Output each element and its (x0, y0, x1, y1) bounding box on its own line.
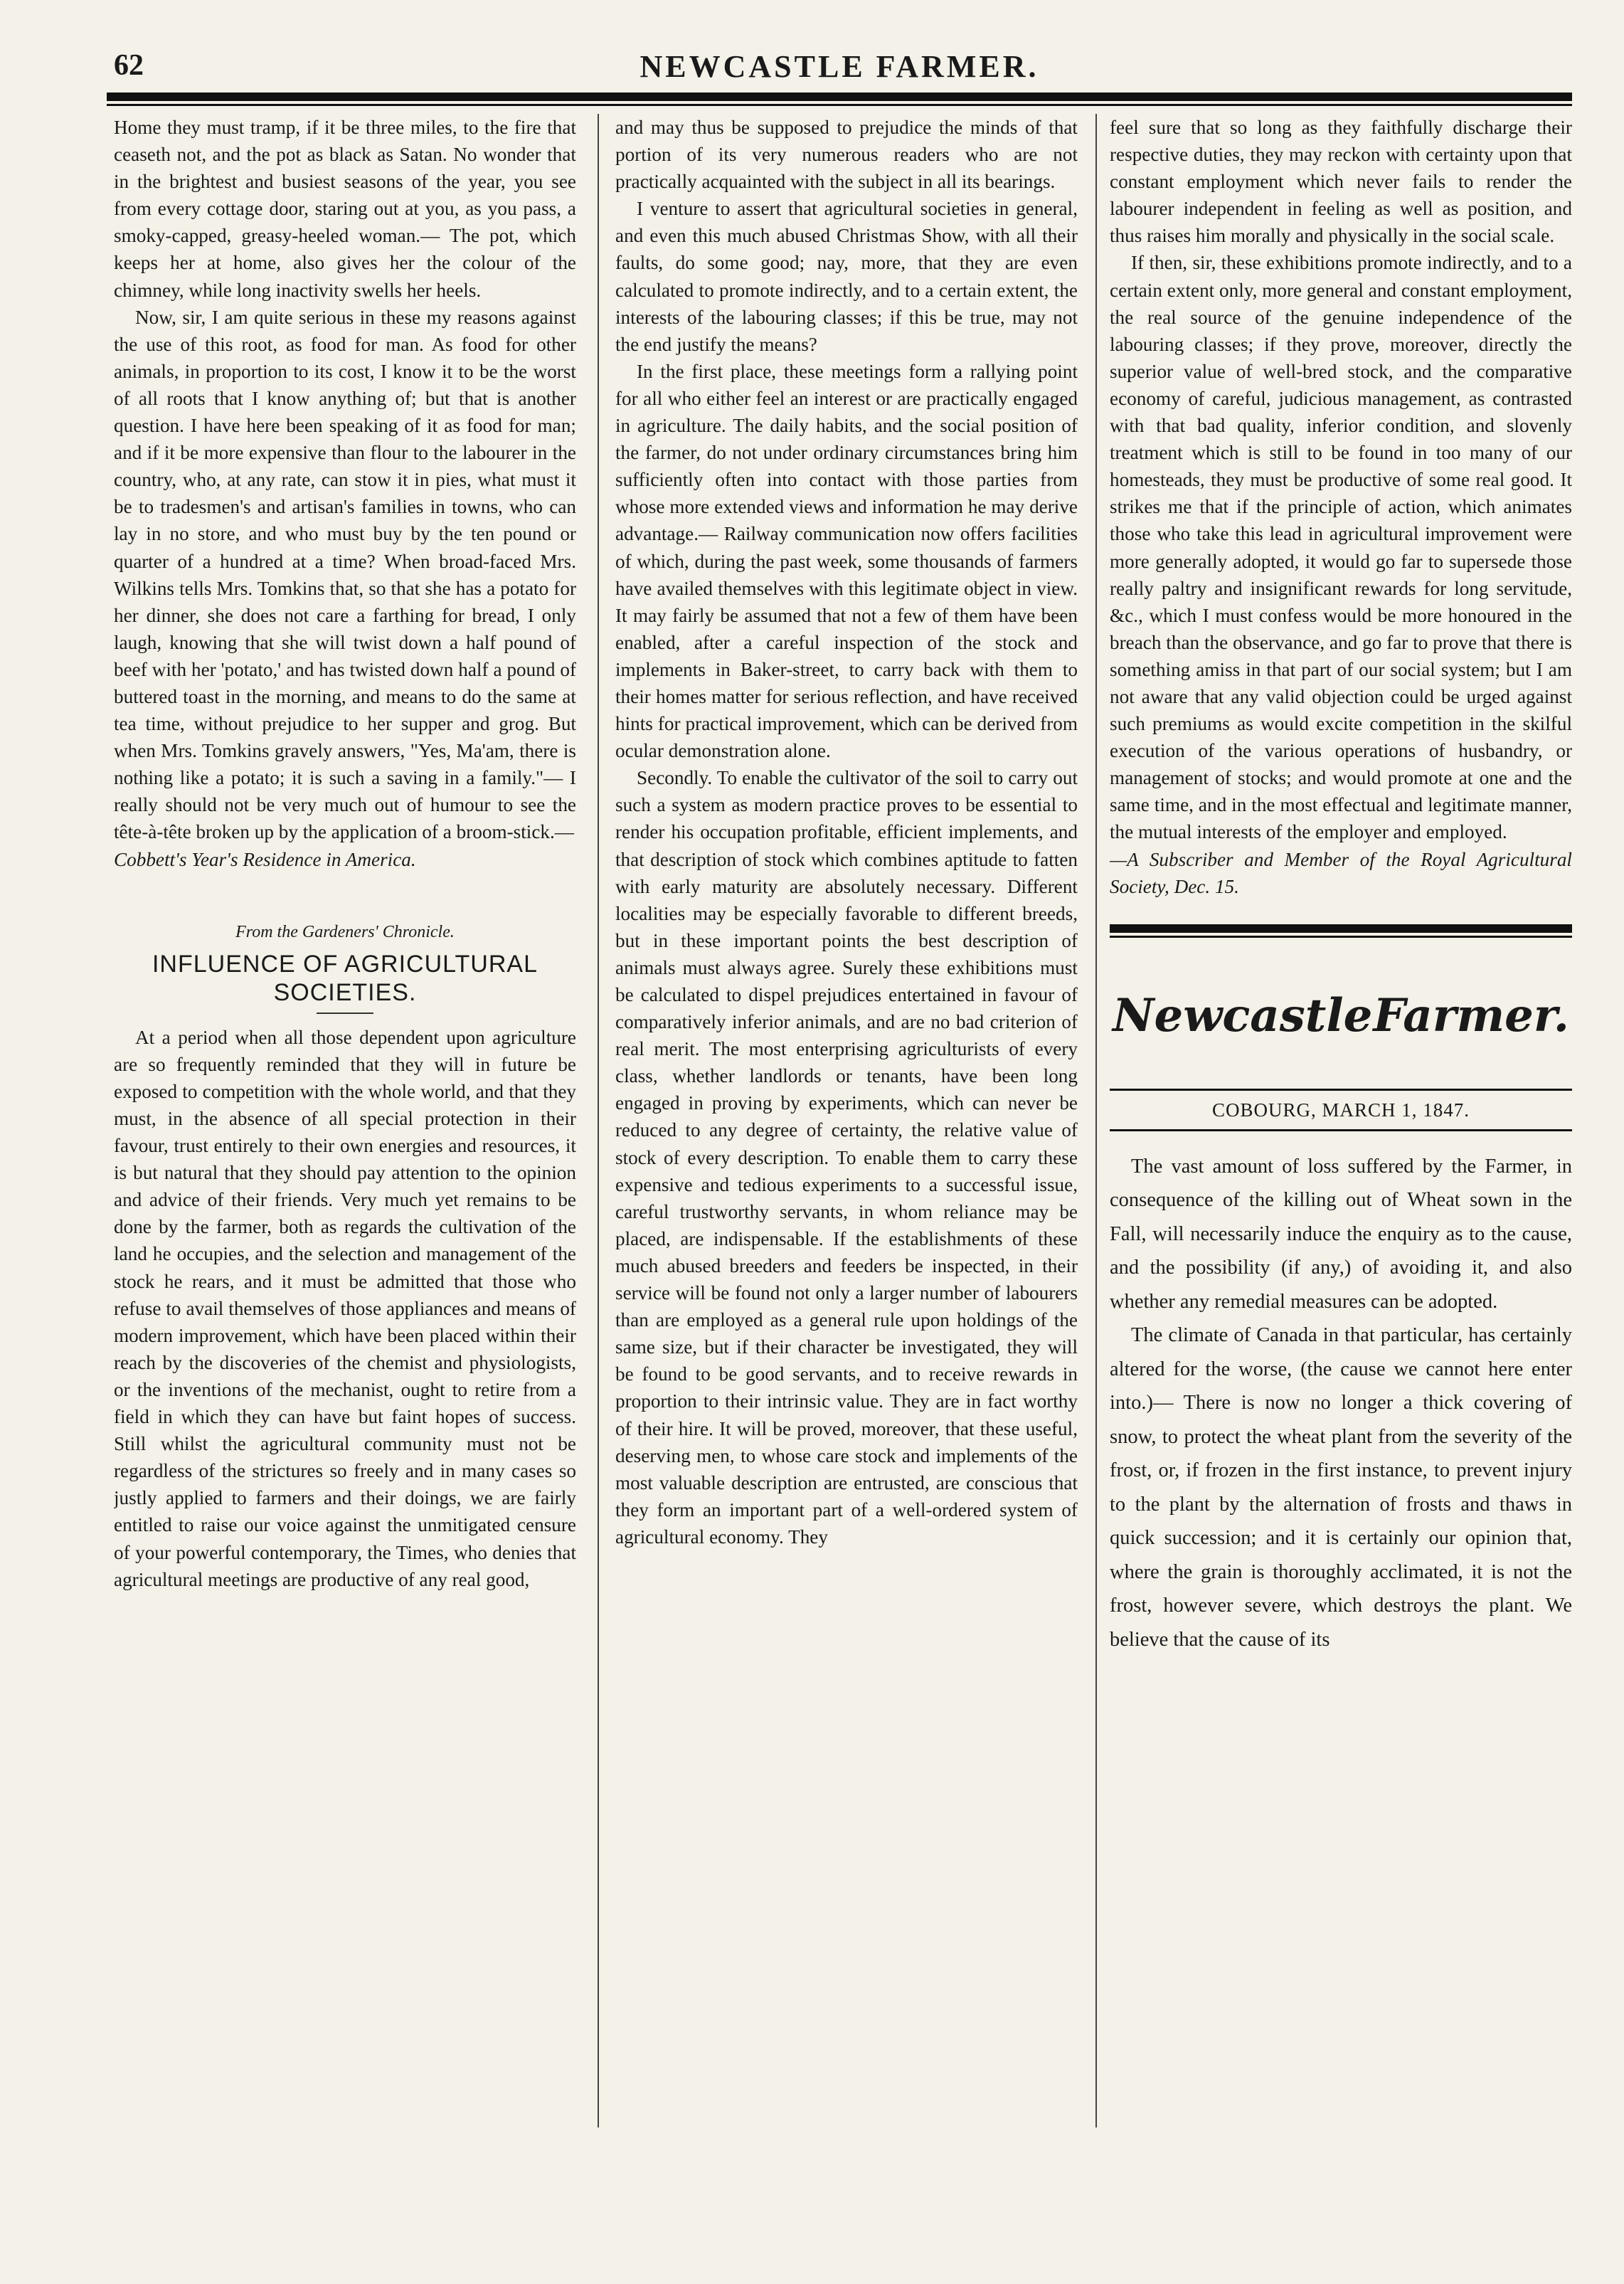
article-paragraph: Now, sir, I am quite serious in these my reasons against the use of this root, as food for man. As food for other animals, in proportion to its cost, I know it to be the worst of all roots that I know anything of; but that is another question. I have here been speaking of it as food for man; and if it be more expensive than flour to the labourer in the country, who, at any rate, can stow it in pies, what must it be to tradesmen's and artisan's families in towns, who can lay in no store, and who must buy by the ten pound or quarter of a hundred at a time? When broad-faced Mrs. Wilkins tells Mrs. Tomkins that, so that she has a potato for her dinner, she does not care a farthing for bread, I only laugh, knowing that she will twist down a half pound of beef with her 'potato,' and has twisted down half a pound of buttered toast in the morning, and means to do the same at tea time, without prejudice to her supper and grog. But when Mrs. Tomkins gravely answers, "Yes, Ma'am, there is nothing like a potato; it is such a saving in a family."— I really should not be very much out of humour to see the tête-à-tête broken up by the application of a broom-stick.— (114, 306, 576, 843)
column-1 (114, 114, 576, 2106)
article-attribution: Cobbett's Year's Residence in America. (114, 848, 416, 870)
section-rule (1110, 924, 1572, 933)
column-3 (1110, 114, 1572, 2106)
article-source: From the Gardeners' Chronicle. (235, 922, 455, 941)
article-paragraph: At a period when all those dependent upon agriculture are so frequently reminded that they will in future be exposed to competition with the whole world, and that they must, in the absence of all special protection in their favour, trust entirely to their own energies and resources, it is but natural that they should pay attention to the opinion and advice of their friends. Very much yet remains to be done by the farmer, both as regards the cultivation of the land he occupies, and the selection and management of the stock he rears, and it must be admitted that those who refuse to avail themselves of those appliances and means of modern improvement, which have been placed within their reach by the discoveries of the chemist and physiologists, or the inventions of the mechanist, ought to retire from a field in which they can have but faint hopes of success. Still whilst the agricultural community must not be regardless of the strictures so freely and in many cases so justly applied to farmers and their doings, we are fairly entitled to raise our voice against the unmitigated censure of your powerful contemporary, the Times, who denies that agricultural meetings are productive of any real good, (114, 1026, 576, 1590)
page-header (107, 43, 1572, 92)
article-paragraph: Home they must tramp, if it be three miles, to the fire that ceaseth not, and the pot as black as Satan. No wonder that in the brightest and busiest seasons of the year, you see from every cottage door, staring out at you, as you pass, a smoky-capped, greasy-heeled woman.— The pot, which keeps her at home, also gives her the colour of the chimney, while long inactivity swells her heels. (114, 117, 576, 301)
article-paragraph: If then, sir, these exhibitions promote indirectly, and to a certain extent only, more general and constant employment, the real source of the genuine independence of the labouring classes; if they prove, moreover, directly the superior value of well-bred stock, and the comparative economy of careful, judicious management, as contrasted with that bad quality, inferior condition, and slovenly treatment which is still to be found in too many of our homesteads, they must be productive of some real good. It strikes me that if the principle of action, which animates those who take this lead in agricultural improvement were more generally adopted, it would go far to supersede those really paltry and insignificant rewards for long servitude, &c., which I must confess would be more honoured in the breach than the observance, and go far to prove that there is something amiss in that part of our social system; but I am not aware that any valid objection could be urged against such premiums as would excite competition in the skilful execution of the various operations of husbandry, or management of stocks; and would promote at one and the same time, and in the most effectual and legitimate manner, the mutual interests of the employer and employed. (1110, 252, 1572, 843)
article-paragraph: The vast amount of loss suffered by the Farmer, in consequence of the killing out of Wheat sown in the Fall, will necessarily induce the enquiry as to the cause, and the possibility (if any,) of avoiding it, and also whether any remedial measures can be adopted. (1110, 1155, 1572, 1313)
page-number: 62 (114, 49, 144, 82)
dateline: COBOURG, MARCH 1, 1847. (1110, 1089, 1572, 1131)
article-paragraph: In the first place, these meetings form a rallying point for all who either feel an interest or are practically engaged in agriculture. The daily habits, and the social position of the farmer, do not under ordinary circumstances bring him sufficiently often into contact with those parties from whose more extended views and information he may derive advantage.— Railway communication now offers facilities of which, during the past week, some thousands of farmers have availed themselves with this legitimate object in view. It may fairly be assumed that not a few of them have been enabled, after a careful inspection of the stock and implements in Baker-street, to carry back with them to their homes matter for serious reflection, and have received hints for practical improvement, which can be derived from ocular demonstration alone. (615, 360, 1078, 762)
masthead-left: Newcastle (1113, 988, 1373, 1042)
article-paragraph: I venture to assert that agricultural societies in general, and even this much abused Christmas Show, with all their faults, do some good; nay, more, that they are even calculated to promote indirectly, and to a certain extent, the interests of the labouring classes; if this be true, may not the end justify the means? (615, 198, 1078, 355)
column-divider (1095, 114, 1097, 2127)
article-signature: —A Subscriber and Member of the Royal Agricultural Society, Dec. 15. (1110, 848, 1572, 897)
header-rule-thin (107, 104, 1572, 106)
article-headline: INFLUENCE OF AGRICULTURAL SOCIETIES. (152, 950, 538, 1006)
column-2 (615, 114, 1078, 2106)
article-paragraph: Secondly. To enable the cultivator of the soil to carry out such a system as modern practice proves to be essential to render his occupation profitable, efficient implements, and that description of stock which combines aptitude to fatten with early maturity are absolutely necessary. Different localities may be especially favorable to different breeds, but in these important points the best description of animals must always agree. Surely these exhibitions must be calculated to dispel prejudices entertained in favour of comparatively inferior animals, and are no bad criterion of real merit. The most enterprising agriculturists of every class, whether landlords or tenants, have been long engaged in proving by experiments, which can never be reduced to any degree of certainty, the relative value of stock of every description. To enable them to carry these expensive and tedious experiments to a successful issue, careful trustworthy servants, in whom reliance may be placed, are indispensable. If the establishments of these much abused breeders and feeders be inspected, in their service will be found not only a larger number of labourers than are employed as a general rule upon holdings of the same size, but if their character be investigated, they will be found to be good servants, and to receive rewards in proportion to their intrinsic value. They are in fact worthy of their hire. It will be proved, moreover, that these useful, deserving men, to whose care stock and implements of the most valuable description are entrusted, are conscious that they form an important part of a well-ordered system of agricultural economy. They (615, 767, 1078, 1548)
header-rule (107, 92, 1572, 101)
masthead (1110, 952, 1572, 1080)
section-rule-thin (1110, 936, 1572, 938)
headline-rule (317, 1013, 373, 1014)
article-paragraph: feel sure that so long as they faithfully discharge their respective duties, they may reckon with certainty upon that constant employment which never fails to render the labourer independent in feeling as well as position, and thus raises him morally and physically in the social scale. (1110, 117, 1572, 247)
masthead-right: Farmer. (1373, 988, 1569, 1042)
article-paragraph: The climate of Canada in that particular, has certainly altered for the worse, (the cause we cannot here enter into.)— There is now no longer a thick covering of snow, to protect the wheat plant from the severity of the frost, or, if frozen in the first instance, to prevent injury to the plant by the alternation of frosts and thaws in quick succession; and it is certainly our opinion that, where the grain is thoroughly acclimated, it is not the frost, however severe, which destroys the plant. We believe that the cause of its (1110, 1324, 1572, 1651)
column-divider (598, 114, 599, 2127)
running-title: NEWCASTLE FARMER. (639, 49, 1039, 84)
article-paragraph: and may thus be supposed to prejudice the minds of that portion of its very numerous readers who are not practically acquainted with the subject in all its bearings. (615, 117, 1078, 193)
